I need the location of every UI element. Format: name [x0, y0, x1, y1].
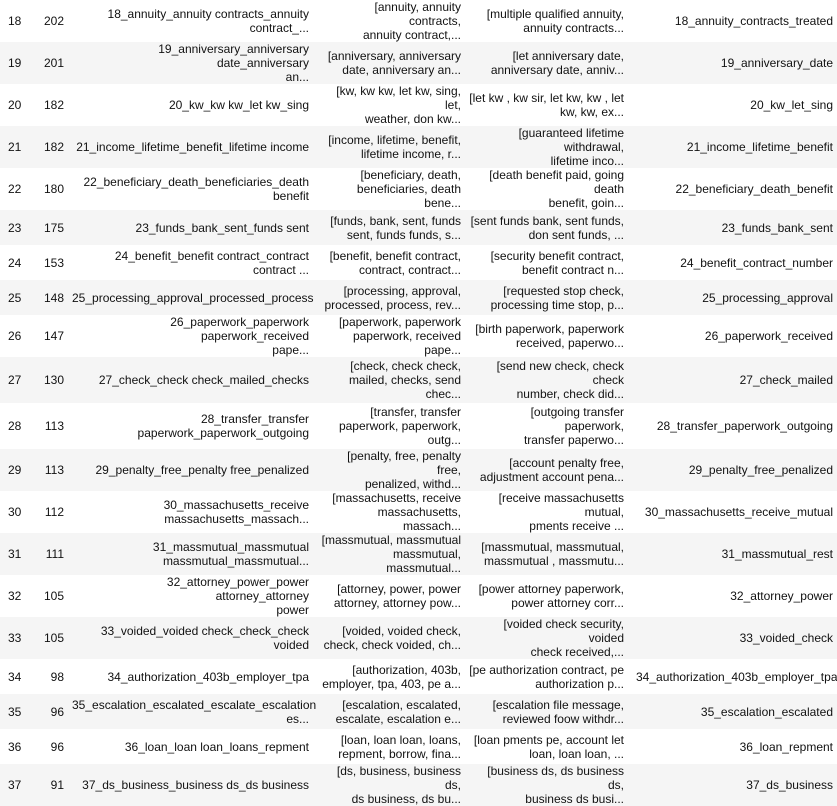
representative-docs-line: transfer paperwo... — [523, 433, 624, 447]
topic-keywords — [317, 575, 465, 617]
row-index: 37 — [8, 778, 22, 792]
table-row — [0, 491, 837, 533]
topic-label: 32_attorney_power — [730, 589, 833, 603]
topic-keywords-line: [annuity, annuity contracts, — [374, 0, 461, 28]
topic-label: 29_penalty_free_penalized — [688, 463, 833, 477]
topic-count: 148 — [43, 290, 64, 305]
representative-docs — [465, 729, 632, 764]
topic-label: 18_annuity_contracts_treated — [674, 14, 833, 28]
topic-keywords-line: [loan, loan loan, loans, — [340, 732, 461, 747]
table-row — [0, 0, 837, 42]
table-row — [0, 575, 837, 617]
topic-count: 105 — [43, 589, 64, 603]
representative-docs-line: benefit contract n... — [521, 262, 624, 277]
topic-keywords — [317, 245, 465, 280]
table-row — [0, 245, 837, 280]
representative-docs — [465, 575, 632, 617]
table-row — [0, 210, 837, 245]
representative-docs-line: [loan pments pe, account let — [473, 732, 624, 747]
representative-docs-line: lifetime inco... — [550, 154, 624, 168]
row-index: 20 — [8, 98, 22, 112]
topic-name-line: 18_annuity_annuity contracts_annuity — [107, 7, 309, 21]
representative-docs — [465, 315, 632, 357]
table-row — [0, 315, 837, 357]
topic-name-line: 32_attorney_power_power attorney_attorney — [166, 575, 309, 603]
topic-keywords-line: [funds, bank, sent, funds — [330, 213, 461, 228]
topic-keywords — [317, 280, 465, 315]
topic-keywords-line: employer, tpa, 403, pe a... — [322, 676, 461, 691]
representative-docs-line: adjustment account pena... — [479, 470, 624, 484]
topic-label: 30_massachusetts_receive_mutual — [644, 505, 833, 519]
table-row — [0, 168, 837, 210]
row-index: 33 — [8, 631, 22, 645]
topic-label: 33_voided_check — [739, 631, 833, 645]
representative-docs-line: power attorney corr... — [511, 596, 624, 610]
topic-name-line: 23_funds_bank_sent_funds sent — [135, 220, 309, 235]
topic-name-line: 35_escalation_escalated_escalate_escalation — [72, 697, 317, 712]
representative-docs — [465, 449, 632, 491]
representative-docs-line: reviewed foow withdr... — [502, 711, 624, 726]
topic-name-line: es... — [286, 711, 309, 726]
topic-keywords-line: contract, contract... — [358, 262, 461, 277]
topic-name — [68, 449, 317, 491]
topic-keywords-line: [benefit, benefit contract, — [329, 248, 461, 263]
representative-docs — [465, 694, 632, 729]
row-index: 31 — [8, 547, 22, 561]
topic-count: 182 — [43, 140, 64, 154]
topic-count: 91 — [50, 778, 64, 792]
row-index: 25 — [8, 290, 22, 305]
topic-name-line: massachusetts_massach... — [164, 512, 309, 526]
topic-name-line: contract_... — [249, 21, 309, 35]
topic-count: 105 — [43, 631, 64, 645]
representative-docs — [465, 245, 632, 280]
representative-docs — [465, 210, 632, 245]
topic-label: 35_escalation_escalated — [700, 704, 833, 719]
topic-keywords — [317, 659, 465, 694]
topic-keywords-line: outg... — [427, 433, 461, 447]
topic-name-line: an... — [285, 70, 309, 84]
topic-name-line: 20_kw_kw kw_let kw_sing — [168, 98, 309, 112]
topic-label: 19_anniversary_date — [720, 56, 833, 70]
table-row — [0, 357, 837, 403]
row-index: 19 — [8, 56, 22, 70]
topic-keywords — [317, 403, 465, 449]
topic-keywords-line: [penalty, free, penalty free, — [347, 449, 461, 477]
topic-keywords — [317, 84, 465, 126]
topic-keywords — [317, 694, 465, 729]
topic-count: 153 — [43, 255, 64, 270]
topic-name — [68, 617, 317, 659]
topic-keywords-line: [beneficiary, death, — [360, 168, 461, 182]
topic-name — [68, 357, 317, 403]
topic-keywords — [317, 210, 465, 245]
topic-keywords — [317, 729, 465, 764]
row-index: 34 — [8, 669, 22, 684]
topic-keywords-line: [anniversary, anniversary — [327, 49, 461, 63]
topic-name-line: 26_paperwork_paperwork paperwork_received — [170, 315, 309, 343]
table-row — [0, 764, 837, 806]
topic-keywords-line: [massmutual, massmutual — [321, 533, 461, 547]
topic-keywords-line: massmutual, massmutual... — [386, 547, 461, 575]
row-index: 32 — [8, 589, 22, 603]
row-index: 36 — [8, 739, 22, 754]
row-index: 28 — [8, 419, 22, 433]
table-row — [0, 126, 837, 168]
row-index: 24 — [8, 255, 22, 270]
topic-name-line: 29_penalty_free_penalty free_penalized — [95, 463, 309, 477]
topic-keywords — [317, 449, 465, 491]
topic-name — [68, 764, 317, 806]
topic-keywords — [317, 533, 465, 575]
topic-name-line: power — [276, 603, 309, 617]
representative-docs — [465, 126, 632, 168]
row-index: 29 — [8, 463, 22, 477]
representative-docs-line: anniversary date, anniv... — [490, 63, 624, 77]
topic-name-line: 22_beneficiary_death_beneficiaries_death — [83, 175, 309, 189]
representative-docs-line: don sent funds, ... — [528, 227, 624, 242]
table-row — [0, 617, 837, 659]
topic-label: 34_authorization_403b_employer_tpa — [636, 669, 837, 684]
topic-count: 180 — [43, 182, 64, 196]
table-row — [0, 280, 837, 315]
topic-count: 130 — [43, 373, 64, 387]
topic-count: 182 — [43, 98, 64, 112]
table-row — [0, 42, 837, 84]
representative-docs-line: [requested stop check, — [503, 283, 624, 298]
representative-docs-line: [guaranteed lifetime withdrawal, — [518, 126, 624, 154]
representative-docs-line: [escalation file message, — [492, 697, 624, 712]
topic-keywords-line: chec... — [425, 387, 461, 401]
topic-name-line: 31_massmutual_massmutual — [152, 540, 309, 554]
topic-name-line: 24_benefit_benefit contract_contract contract ... — [114, 248, 309, 277]
table-row — [0, 403, 837, 449]
topic-name — [68, 491, 317, 533]
representative-docs — [465, 168, 632, 210]
topic-keywords-line: processed, process, rev... — [324, 297, 461, 312]
topic-name-line: 30_massachusetts_receive — [163, 498, 309, 512]
representative-docs-line: [multiple qualified annuity, — [486, 7, 624, 21]
representative-docs-line: [massmutual, massmutual, — [481, 540, 624, 554]
topic-keywords — [317, 0, 465, 42]
topic-name-line: 34_authorization_403b_employer_tpa — [107, 669, 309, 684]
topic-name-line: paperwork_paperwork_outgoing — [137, 426, 309, 440]
topic-keywords-line: [ds, business, business ds, — [336, 764, 461, 792]
topic-keywords-line: [check, check check, — [350, 359, 461, 373]
topic-keywords — [317, 491, 465, 533]
topic-label: 21_income_lifetime_benefit — [686, 140, 833, 154]
topic-keywords-line: weather, don kw... — [364, 112, 461, 126]
topic-label: 28_transfer_paperwork_outgoing — [656, 419, 833, 433]
representative-docs — [465, 0, 632, 42]
topic-keywords-line: [income, lifetime, benefit, — [328, 133, 461, 147]
representative-docs — [465, 764, 632, 806]
table-row — [0, 694, 837, 729]
topic-count: 98 — [50, 669, 64, 684]
topic-label: 23_funds_bank_sent — [721, 220, 833, 235]
topic-label: 36_loan_repment — [739, 739, 833, 754]
representative-docs-line: [security benefit contract, — [490, 248, 624, 263]
topic-count: 147 — [43, 329, 64, 343]
topic-name-line: 21_income_lifetime_benefit_lifetime income — [76, 140, 309, 154]
representative-docs-line: [receive massachusetts mutual, — [498, 491, 624, 519]
topic-name-line: 36_loan_loan loan_loans_repment — [124, 739, 309, 754]
representative-docs — [465, 617, 632, 659]
topic-keywords-line: escalate, escalation e... — [335, 711, 461, 726]
topic-keywords — [317, 126, 465, 168]
representative-docs — [465, 491, 632, 533]
topic-name — [68, 533, 317, 575]
representative-docs-line: [outgoing transfer paperwork, — [530, 405, 624, 433]
topic-name — [68, 126, 317, 168]
representative-docs-line: [let kw , kw sir, let kw, kw , let — [469, 91, 624, 105]
topic-name-line: 37_ds_business_business ds_ds business — [82, 778, 309, 792]
topic-name — [68, 84, 317, 126]
representative-docs — [465, 659, 632, 694]
topic-keywords — [317, 357, 465, 403]
topic-label: 31_massmutual_rest — [721, 547, 833, 561]
representative-docs-line: [business ds, ds business ds, — [487, 764, 624, 792]
topic-name — [68, 315, 317, 357]
representative-docs — [465, 533, 632, 575]
topic-label: 27_check_mailed — [739, 373, 833, 387]
topic-keywords-line: [escalation, escalated, — [342, 697, 461, 712]
topic-keywords-line: [massachusetts, receive — [332, 491, 461, 505]
representative-docs-line: [sent funds bank, sent funds, — [470, 213, 624, 228]
representative-docs — [465, 403, 632, 449]
topic-keywords-line: massachusetts, massach... — [377, 505, 461, 533]
row-index: 22 — [8, 182, 22, 196]
topic-name — [68, 659, 317, 694]
topic-name-line: benefit — [272, 189, 309, 203]
topic-keywords — [317, 617, 465, 659]
representative-docs-line: kw, kw, ex... — [559, 105, 624, 119]
table-row — [0, 729, 837, 764]
representative-docs-line: number, check did... — [516, 387, 624, 401]
topic-label: 26_paperwork_received — [704, 329, 833, 343]
topic-keywords-line: [transfer, transfer — [370, 405, 461, 419]
row-index: 35 — [8, 704, 22, 719]
topic-name — [68, 280, 317, 315]
topic-count: 112 — [44, 505, 64, 519]
topic-keywords — [317, 42, 465, 84]
topic-keywords-line: [paperwork, paperwork — [338, 315, 461, 329]
topic-keywords-line: repment, borrow, fina... — [338, 746, 461, 761]
representative-docs-line: pments receive ... — [529, 519, 624, 533]
representative-docs-line: [let anniversary date, — [512, 49, 624, 63]
topic-count: 201 — [43, 56, 64, 70]
representative-docs — [465, 357, 632, 403]
topic-keywords-line: [processing, approval, — [343, 283, 461, 298]
topic-keywords-line: ds business, ds bu... — [351, 792, 461, 806]
representative-docs-line: [voided check security, voided — [503, 617, 624, 645]
representative-docs-line: massmutual , massmutu... — [483, 554, 624, 568]
row-index: 23 — [8, 220, 22, 235]
topic-name — [68, 210, 317, 245]
topic-name-line: pape... — [272, 343, 309, 357]
topic-keywords — [317, 168, 465, 210]
representative-docs-line: [account penalty free, — [509, 456, 624, 470]
topic-name-line: 19_anniversary_anniversary date_anniversary — [158, 42, 309, 70]
topic-name — [68, 42, 317, 84]
topic-count: 113 — [44, 463, 64, 477]
topic-name-line: 33_voided_voided check_check_check voided — [100, 624, 309, 652]
topic-name — [68, 694, 317, 729]
topic-keywords — [317, 315, 465, 357]
representative-docs-line: business ds busi... — [525, 792, 624, 806]
row-index: 27 — [8, 373, 22, 387]
topic-name — [68, 245, 317, 280]
row-index: 26 — [8, 329, 22, 343]
representative-docs-line: benefit, goin... — [548, 196, 624, 210]
topic-name-line: massmutual_massmutual... — [162, 554, 309, 568]
representative-docs-line: annuity contracts... — [523, 21, 624, 35]
representative-docs-line: loan, loan loan, ... — [529, 746, 624, 761]
topic-count: 96 — [50, 739, 64, 754]
topic-label: 22_beneficiary_death_benefit — [675, 182, 833, 196]
topic-keywords-line: attorney, attorney pow... — [333, 596, 461, 610]
table-row — [0, 449, 837, 491]
topic-keywords-line: [authorization, 403b, — [352, 662, 461, 677]
topic-keywords-line: [voided, voided check, — [342, 624, 461, 638]
topic-name — [68, 575, 317, 617]
representative-docs — [465, 280, 632, 315]
topic-keywords-line: [kw, kw kw, let kw, sing, let, — [336, 84, 461, 112]
topic-name — [68, 0, 317, 42]
row-index: 18 — [8, 14, 22, 28]
topic-name — [68, 729, 317, 764]
representative-docs-line: processing time stop, p... — [490, 297, 624, 312]
topic-keywords-line: check, check voided, ch... — [323, 638, 461, 652]
representative-docs-line: [pe authorization contract, pe — [469, 662, 624, 677]
topic-count: 96 — [50, 704, 64, 719]
topic-name-line: 25_processing_approval_processed_process — [72, 290, 314, 305]
topic-label: 37_ds_business — [746, 778, 833, 792]
topic-label: 20_kw_let_sing — [750, 98, 833, 112]
topic-count: 202 — [43, 14, 64, 28]
topic-name — [68, 403, 317, 449]
topic-count: 113 — [44, 419, 64, 433]
topic-label: 24_benefit_contract_number — [680, 255, 833, 270]
representative-docs — [465, 42, 632, 84]
table-row — [0, 84, 837, 126]
table-row — [0, 659, 837, 694]
topic-keywords-line: date, anniversary an... — [342, 63, 461, 77]
representative-docs-line: [send new check, check check — [496, 359, 624, 387]
representative-docs-line: [birth paperwork, paperwork — [475, 322, 624, 336]
topic-name-line: 28_transfer_transfer — [200, 412, 309, 426]
topic-keywords — [317, 764, 465, 806]
row-index: 21 — [8, 140, 22, 154]
topic-keywords-line: paperwork, paperwork, — [338, 419, 461, 433]
topic-keywords-line: beneficiaries, death bene... — [356, 182, 461, 210]
representative-docs — [465, 84, 632, 126]
topic-keywords-line: penalized, withd... — [364, 477, 461, 491]
topic-label: 25_processing_approval — [702, 290, 833, 305]
topic-count: 175 — [43, 220, 64, 235]
representative-docs-line: check received,... — [530, 645, 624, 659]
representative-docs-line: [death benefit paid, going death — [489, 168, 624, 196]
representative-docs-line: received, paperwo... — [515, 336, 624, 350]
topic-keywords-line: paperwork, received pape... — [352, 329, 461, 357]
representative-docs-line: [power attorney paperwork, — [478, 582, 624, 596]
representative-docs-line: authorization p... — [535, 676, 624, 691]
topic-name-line: 27_check_check check_mailed_checks — [98, 373, 309, 387]
topic-keywords-line: mailed, checks, send — [348, 373, 461, 387]
row-index: 30 — [8, 505, 22, 519]
topic-keywords-line: lifetime income, r... — [360, 147, 461, 161]
table-row — [0, 533, 837, 575]
topic-keywords-line: sent, funds funds, s... — [346, 227, 461, 242]
topic-count: 111 — [45, 547, 64, 561]
topic-name — [68, 168, 317, 210]
topic-keywords-line: annuity contract,... — [362, 28, 461, 42]
topic-keywords-line: [attorney, power, power — [337, 582, 461, 596]
